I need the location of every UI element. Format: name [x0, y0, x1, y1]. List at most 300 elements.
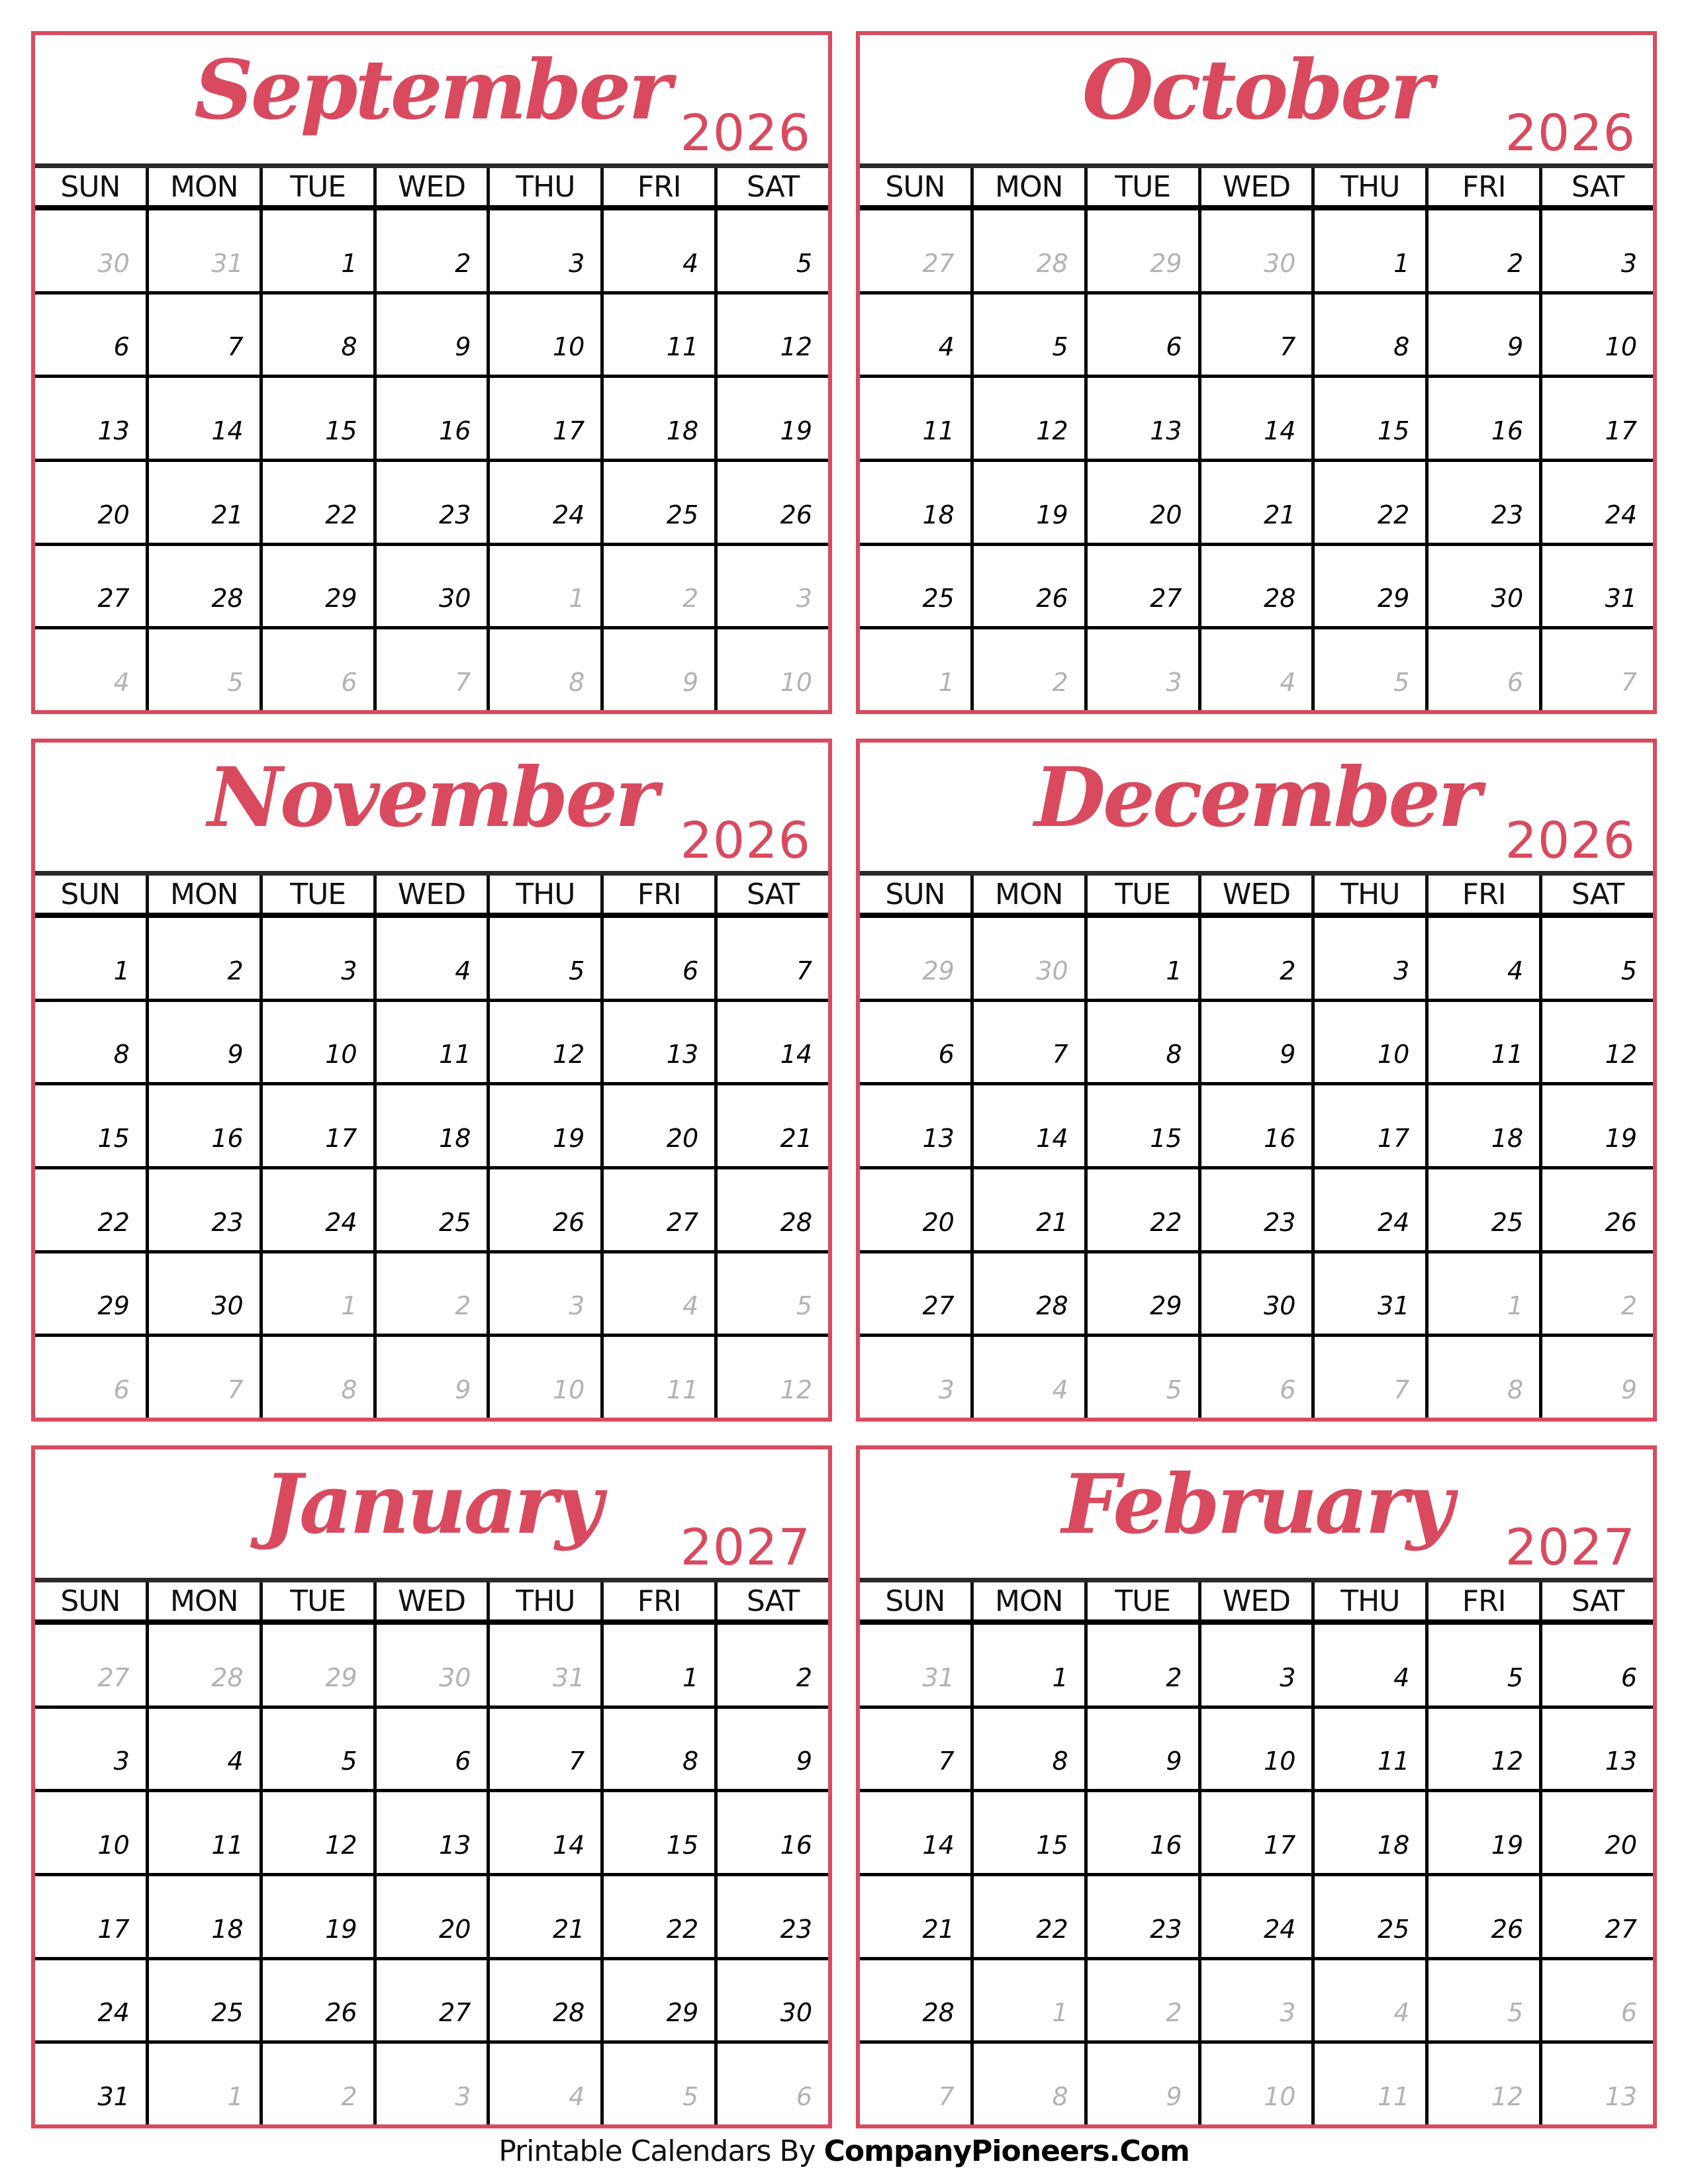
day-cell-adjacent-month[interactable] — [487, 546, 600, 627]
day-cell-adjacent-month[interactable] — [35, 629, 146, 710]
day-cell[interactable] — [259, 378, 373, 459]
day-cell[interactable] — [1425, 210, 1539, 291]
day-cell[interactable] — [860, 1709, 970, 1790]
day-cell[interactable] — [1539, 1002, 1653, 1083]
day-cell[interactable] — [373, 918, 487, 999]
day-cell-adjacent-month[interactable] — [1198, 1337, 1312, 1418]
day-cell-adjacent-month[interactable] — [600, 546, 714, 627]
day-cell[interactable] — [1311, 918, 1425, 999]
day-cell-adjacent-month[interactable] — [1084, 1337, 1198, 1418]
day-cell[interactable] — [35, 1960, 146, 2041]
day-cell-adjacent-month[interactable] — [259, 2044, 373, 2124]
day-cell[interactable] — [146, 1960, 259, 2041]
day-cell-adjacent-month[interactable] — [487, 629, 600, 710]
day-cell[interactable] — [146, 295, 259, 375]
weekday-divider — [35, 913, 828, 918]
day-cell-adjacent-month[interactable] — [146, 210, 259, 291]
day-cell[interactable] — [600, 1876, 714, 1957]
day-number: 19 — [1491, 1831, 1524, 1860]
day-cell[interactable] — [1425, 295, 1539, 375]
day-cell[interactable] — [714, 1876, 828, 1957]
day-cell[interactable] — [970, 1253, 1084, 1334]
day-cell[interactable] — [1425, 462, 1539, 543]
week-row — [860, 1625, 1653, 1706]
day-cell[interactable] — [373, 462, 487, 543]
day-cell-adjacent-month[interactable] — [373, 629, 487, 710]
day-cell[interactable] — [259, 546, 373, 627]
day-cell-adjacent-month[interactable] — [35, 210, 146, 291]
day-cell[interactable] — [600, 1085, 714, 1166]
day-cell[interactable] — [1311, 210, 1425, 291]
day-cell-adjacent-month[interactable] — [35, 1625, 146, 1706]
day-cell[interactable] — [1198, 1792, 1312, 1873]
day-cell[interactable] — [714, 1169, 828, 1250]
day-cell[interactable] — [600, 210, 714, 291]
day-cell[interactable] — [373, 378, 487, 459]
day-cell[interactable] — [1539, 210, 1653, 291]
day-cell[interactable] — [487, 1960, 600, 2041]
day-cell[interactable] — [1311, 1002, 1425, 1083]
day-cell[interactable] — [146, 1169, 259, 1250]
day-cell[interactable] — [714, 1625, 828, 1706]
day-cell-adjacent-month[interactable] — [860, 918, 970, 999]
day-number: 5 — [341, 1747, 357, 1776]
day-cell-adjacent-month[interactable] — [860, 2044, 970, 2124]
footer-credit — [0, 2135, 1688, 2168]
day-cell[interactable] — [1084, 378, 1198, 459]
day-cell[interactable] — [35, 462, 146, 543]
day-cell[interactable] — [373, 295, 487, 375]
day-cell[interactable] — [970, 1085, 1084, 1166]
day-cell[interactable] — [35, 546, 146, 627]
day-cell[interactable] — [1425, 1002, 1539, 1083]
day-cell[interactable] — [600, 1002, 714, 1083]
day-cell[interactable] — [714, 1709, 828, 1790]
day-number: 2 — [682, 584, 699, 614]
day-cell[interactable] — [860, 295, 970, 375]
day-cell[interactable] — [970, 295, 1084, 375]
day-number: 10 — [97, 1831, 130, 1860]
day-cell[interactable] — [1311, 378, 1425, 459]
day-cell-adjacent-month[interactable] — [487, 1337, 600, 1418]
day-cell[interactable] — [600, 918, 714, 999]
day-cell[interactable] — [35, 1085, 146, 1166]
day-cell[interactable] — [1539, 378, 1653, 459]
day-cell[interactable] — [259, 210, 373, 291]
day-cell[interactable] — [1425, 918, 1539, 999]
day-number: 6 — [796, 2082, 813, 2112]
day-cell[interactable] — [714, 295, 828, 375]
day-cell[interactable] — [970, 462, 1084, 543]
day-number: 8 — [113, 1040, 130, 1069]
day-cell[interactable] — [1084, 1253, 1198, 1334]
day-grid — [35, 1625, 828, 2124]
day-cell[interactable] — [373, 1709, 487, 1790]
day-cell[interactable] — [1084, 1625, 1198, 1706]
header-divider — [860, 1578, 1653, 1582]
day-cell[interactable] — [1311, 1876, 1425, 1957]
day-cell[interactable] — [373, 1169, 487, 1250]
day-cell-adjacent-month[interactable] — [600, 2044, 714, 2124]
week-row — [860, 1957, 1653, 2041]
day-cell[interactable] — [860, 546, 970, 627]
day-number: 6 — [1620, 1662, 1638, 1692]
day-cell-adjacent-month[interactable] — [1425, 1253, 1539, 1334]
day-cell[interactable] — [970, 546, 1084, 627]
day-cell-adjacent-month[interactable] — [373, 1625, 487, 1706]
day-cell[interactable] — [1084, 918, 1198, 999]
day-number: 6 — [682, 956, 699, 985]
day-cell[interactable] — [373, 1876, 487, 1957]
day-cell[interactable] — [1198, 1085, 1312, 1166]
day-cell[interactable] — [1539, 1625, 1653, 1706]
day-cell-adjacent-month[interactable] — [860, 1625, 970, 1706]
day-cell-adjacent-month[interactable] — [35, 1337, 146, 1418]
header-divider — [860, 163, 1653, 168]
day-cell[interactable] — [487, 918, 600, 999]
day-number: 6 — [938, 1040, 955, 1069]
day-cell[interactable] — [970, 1876, 1084, 1957]
day-cell-adjacent-month[interactable] — [1539, 1337, 1653, 1418]
day-cell[interactable] — [970, 1792, 1084, 1873]
day-cell[interactable] — [1311, 462, 1425, 543]
day-cell-adjacent-month[interactable] — [970, 918, 1084, 999]
day-cell[interactable] — [487, 462, 600, 543]
day-number: 11 — [1377, 1747, 1410, 1776]
day-cell[interactable] — [259, 295, 373, 375]
weekday-label-sat: SAT — [1539, 876, 1653, 913]
day-cell[interactable] — [600, 295, 714, 375]
day-cell[interactable] — [35, 378, 146, 459]
day-cell[interactable] — [35, 1876, 146, 1957]
month-year: 2026 — [1505, 103, 1636, 162]
day-cell[interactable] — [1311, 1792, 1425, 1873]
day-cell[interactable] — [487, 1709, 600, 1790]
day-cell[interactable] — [970, 1625, 1084, 1706]
day-cell-adjacent-month[interactable] — [1425, 1960, 1539, 2041]
day-cell[interactable] — [146, 1792, 259, 1873]
day-cell[interactable] — [259, 1960, 373, 2041]
day-cell[interactable] — [714, 462, 828, 543]
day-number: 19 — [552, 1124, 585, 1154]
day-cell[interactable] — [1425, 1792, 1539, 1873]
day-cell[interactable] — [1539, 295, 1653, 375]
day-cell-adjacent-month[interactable] — [487, 1253, 600, 1334]
day-cell[interactable] — [714, 1085, 828, 1166]
day-cell[interactable] — [1539, 1169, 1653, 1250]
day-number: 16 — [211, 1124, 244, 1154]
day-cell[interactable] — [714, 1002, 828, 1083]
day-cell-adjacent-month[interactable] — [373, 1337, 487, 1418]
day-cell-adjacent-month[interactable] — [970, 210, 1084, 291]
day-cell[interactable] — [1084, 1002, 1198, 1083]
day-cell[interactable] — [146, 378, 259, 459]
day-number: 23 — [1491, 500, 1524, 529]
day-cell-adjacent-month[interactable] — [1311, 1960, 1425, 2041]
day-cell[interactable] — [600, 1169, 714, 1250]
day-cell-adjacent-month[interactable] — [487, 1625, 600, 1706]
day-cell[interactable] — [1198, 1002, 1312, 1083]
day-cell[interactable] — [1311, 1709, 1425, 1790]
day-cell[interactable] — [1311, 1169, 1425, 1250]
day-cell[interactable] — [970, 378, 1084, 459]
day-cell-adjacent-month[interactable] — [146, 629, 259, 710]
day-cell-adjacent-month[interactable] — [970, 1337, 1084, 1418]
day-cell[interactable] — [373, 1960, 487, 2041]
day-cell[interactable] — [146, 1002, 259, 1083]
day-cell[interactable] — [1084, 546, 1198, 627]
day-cell[interactable] — [1198, 546, 1312, 627]
day-cell[interactable] — [1198, 1253, 1312, 1334]
day-cell[interactable] — [373, 210, 487, 291]
day-cell-adjacent-month[interactable] — [970, 1960, 1084, 2041]
day-cell[interactable] — [1311, 1253, 1425, 1334]
day-cell[interactable] — [1311, 1625, 1425, 1706]
day-cell[interactable] — [487, 1085, 600, 1166]
day-cell-adjacent-month[interactable] — [860, 210, 970, 291]
day-cell[interactable] — [860, 1002, 970, 1083]
day-cell-adjacent-month[interactable] — [1539, 1960, 1653, 2041]
day-cell[interactable] — [1425, 1085, 1539, 1166]
day-cell[interactable] — [1425, 378, 1539, 459]
day-cell[interactable] — [146, 546, 259, 627]
day-cell[interactable] — [1084, 1169, 1198, 1250]
day-cell-adjacent-month[interactable] — [970, 2044, 1084, 2124]
day-cell-adjacent-month[interactable] — [373, 2044, 487, 2124]
day-cell-adjacent-month[interactable] — [714, 629, 828, 710]
day-cell[interactable] — [259, 1002, 373, 1083]
day-number: 13 — [1605, 1747, 1638, 1776]
day-cell[interactable] — [1084, 1085, 1198, 1166]
day-cell[interactable] — [970, 1169, 1084, 1250]
day-cell[interactable] — [860, 1876, 970, 1957]
day-cell-adjacent-month[interactable] — [146, 2044, 259, 2124]
day-cell-adjacent-month[interactable] — [259, 1625, 373, 1706]
day-cell-adjacent-month[interactable] — [1539, 629, 1653, 710]
day-cell-adjacent-month[interactable] — [1084, 629, 1198, 710]
day-cell[interactable] — [1539, 1085, 1653, 1166]
day-cell[interactable] — [1539, 462, 1653, 543]
day-cell[interactable] — [259, 1792, 373, 1873]
day-cell[interactable] — [259, 1169, 373, 1250]
day-cell[interactable] — [146, 1709, 259, 1790]
day-cell[interactable] — [1425, 1876, 1539, 1957]
day-cell[interactable] — [487, 210, 600, 291]
day-cell-adjacent-month[interactable] — [714, 1337, 828, 1418]
day-cell-adjacent-month[interactable] — [1425, 2044, 1539, 2124]
day-cell[interactable] — [1425, 1625, 1539, 1706]
day-cell[interactable] — [373, 546, 487, 627]
week-row — [35, 543, 828, 627]
footer-brand-link[interactable]: CompanyPioneers.Com — [823, 2134, 1190, 2168]
day-cell-adjacent-month[interactable] — [259, 1337, 373, 1418]
week-row — [860, 999, 1653, 1083]
day-number: 11 — [439, 1040, 471, 1069]
day-cell[interactable] — [1084, 1709, 1198, 1790]
day-cell[interactable] — [259, 1876, 373, 1957]
day-number: 2 — [1052, 668, 1068, 698]
day-cell-adjacent-month[interactable] — [1198, 2044, 1312, 2124]
day-cell[interactable] — [600, 1625, 714, 1706]
day-cell[interactable] — [35, 1002, 146, 1083]
day-cell[interactable] — [35, 918, 146, 999]
day-cell[interactable] — [373, 1085, 487, 1166]
day-number: 3 — [113, 1747, 130, 1776]
day-cell-adjacent-month[interactable] — [373, 1253, 487, 1334]
day-number: 16 — [780, 1831, 813, 1860]
day-cell[interactable] — [487, 1792, 600, 1873]
day-cell[interactable] — [259, 1709, 373, 1790]
day-cell-adjacent-month[interactable] — [860, 629, 970, 710]
day-cell[interactable] — [373, 1002, 487, 1083]
day-cell[interactable] — [714, 210, 828, 291]
day-cell[interactable] — [1198, 378, 1312, 459]
day-number: 2 — [455, 1291, 471, 1321]
day-cell[interactable] — [860, 1085, 970, 1166]
day-cell[interactable] — [35, 1792, 146, 1873]
day-cell[interactable] — [860, 1169, 970, 1250]
day-number: 30 — [439, 584, 471, 614]
day-cell[interactable] — [35, 1709, 146, 1790]
day-cell-adjacent-month[interactable] — [1084, 2044, 1198, 2124]
day-cell-adjacent-month[interactable] — [1198, 1960, 1312, 2041]
day-cell[interactable] — [487, 1876, 600, 1957]
day-cell-adjacent-month[interactable] — [1198, 629, 1312, 710]
day-cell[interactable] — [259, 462, 373, 543]
day-cell[interactable] — [1539, 546, 1653, 627]
day-cell[interactable] — [1198, 295, 1312, 375]
day-number: 14 — [552, 1831, 585, 1860]
day-cell[interactable] — [487, 1169, 600, 1250]
day-cell[interactable] — [714, 918, 828, 999]
day-number: 5 — [1393, 668, 1410, 698]
day-cell[interactable] — [600, 1960, 714, 2041]
day-cell[interactable] — [146, 918, 259, 999]
day-cell[interactable] — [146, 1085, 259, 1166]
day-cell[interactable] — [487, 378, 600, 459]
day-cell[interactable] — [1084, 295, 1198, 375]
day-cell-adjacent-month[interactable] — [1425, 629, 1539, 710]
day-number: 7 — [938, 2082, 955, 2112]
day-cell-adjacent-month[interactable] — [1311, 629, 1425, 710]
day-cell[interactable] — [35, 2044, 146, 2124]
day-cell[interactable] — [1198, 1625, 1312, 1706]
day-number: 31 — [97, 2082, 130, 2112]
day-cell[interactable] — [600, 462, 714, 543]
day-cell[interactable] — [970, 1002, 1084, 1083]
day-cell-adjacent-month[interactable] — [1084, 1960, 1198, 2041]
day-cell[interactable] — [487, 1002, 600, 1083]
weekday-label-wed: WED — [1198, 876, 1312, 913]
day-cell[interactable] — [860, 462, 970, 543]
day-cell[interactable] — [146, 1253, 259, 1334]
day-cell[interactable] — [1539, 1792, 1653, 1873]
day-cell[interactable] — [1198, 1169, 1312, 1250]
day-cell-adjacent-month[interactable] — [600, 629, 714, 710]
day-number: 27 — [666, 1207, 699, 1237]
day-cell-adjacent-month[interactable] — [1198, 210, 1312, 291]
day-cell[interactable] — [1539, 1876, 1653, 1957]
day-number: 11 — [666, 1375, 699, 1405]
day-cell[interactable] — [487, 295, 600, 375]
day-cell[interactable] — [714, 1960, 828, 2041]
day-cell[interactable] — [1539, 1709, 1653, 1790]
day-cell-adjacent-month[interactable] — [1425, 1337, 1539, 1418]
day-cell[interactable] — [1084, 1876, 1198, 1957]
day-cell[interactable] — [860, 1792, 970, 1873]
day-cell-adjacent-month[interactable] — [860, 1337, 970, 1418]
day-cell[interactable] — [35, 1253, 146, 1334]
day-cell[interactable] — [146, 462, 259, 543]
month-panel-october — [856, 31, 1657, 714]
day-cell[interactable] — [1539, 918, 1653, 999]
weekday-label-sat: SAT — [1539, 168, 1653, 205]
day-cell[interactable] — [1425, 1709, 1539, 1790]
day-cell-adjacent-month[interactable] — [1539, 2044, 1653, 2124]
day-cell-adjacent-month[interactable] — [1539, 1253, 1653, 1334]
day-cell-adjacent-month[interactable] — [487, 2044, 600, 2124]
day-cell-adjacent-month[interactable] — [714, 2044, 828, 2124]
day-cell[interactable] — [714, 1792, 828, 1873]
day-number: 8 — [569, 668, 585, 698]
day-cell[interactable] — [1311, 1085, 1425, 1166]
day-cell[interactable] — [714, 378, 828, 459]
day-cell[interactable] — [1084, 1792, 1198, 1873]
day-cell-adjacent-month[interactable] — [600, 1253, 714, 1334]
day-cell-adjacent-month[interactable] — [259, 629, 373, 710]
day-number: 24 — [97, 1998, 130, 2028]
day-cell-adjacent-month[interactable] — [714, 546, 828, 627]
day-cell[interactable] — [600, 1709, 714, 1790]
day-cell[interactable] — [600, 378, 714, 459]
day-cell[interactable] — [373, 1792, 487, 1873]
day-cell[interactable] — [1425, 546, 1539, 627]
day-cell[interactable] — [1311, 295, 1425, 375]
day-cell[interactable] — [35, 1169, 146, 1250]
day-cell[interactable] — [1311, 546, 1425, 627]
day-cell-adjacent-month[interactable] — [146, 1337, 259, 1418]
day-cell[interactable] — [600, 1792, 714, 1873]
day-cell[interactable] — [259, 918, 373, 999]
day-cell-adjacent-month[interactable] — [600, 1337, 714, 1418]
week-row — [860, 918, 1653, 999]
day-cell-adjacent-month[interactable] — [1084, 210, 1198, 291]
day-number: 17 — [97, 1914, 130, 1944]
day-cell-adjacent-month[interactable] — [1311, 1337, 1425, 1418]
day-cell[interactable] — [1425, 1169, 1539, 1250]
day-number: 21 — [1264, 500, 1296, 529]
day-cell[interactable] — [259, 1085, 373, 1166]
day-cell[interactable] — [1198, 918, 1312, 999]
day-cell[interactable] — [146, 1876, 259, 1957]
day-cell-adjacent-month[interactable] — [146, 1625, 259, 1706]
day-cell[interactable] — [860, 1253, 970, 1334]
day-cell-adjacent-month[interactable] — [970, 629, 1084, 710]
day-cell[interactable] — [970, 1709, 1084, 1790]
day-cell[interactable] — [860, 378, 970, 459]
day-cell[interactable] — [35, 295, 146, 375]
day-cell-adjacent-month[interactable] — [259, 1253, 373, 1334]
day-number: 4 — [1280, 668, 1296, 698]
day-cell[interactable] — [1198, 1876, 1312, 1957]
day-cell[interactable] — [1198, 1709, 1312, 1790]
day-cell[interactable] — [1084, 462, 1198, 543]
day-cell-adjacent-month[interactable] — [1311, 2044, 1425, 2124]
week-row — [35, 999, 828, 1083]
day-cell[interactable] — [860, 1960, 970, 2041]
day-cell[interactable] — [1198, 462, 1312, 543]
day-cell-adjacent-month[interactable] — [714, 1253, 828, 1334]
